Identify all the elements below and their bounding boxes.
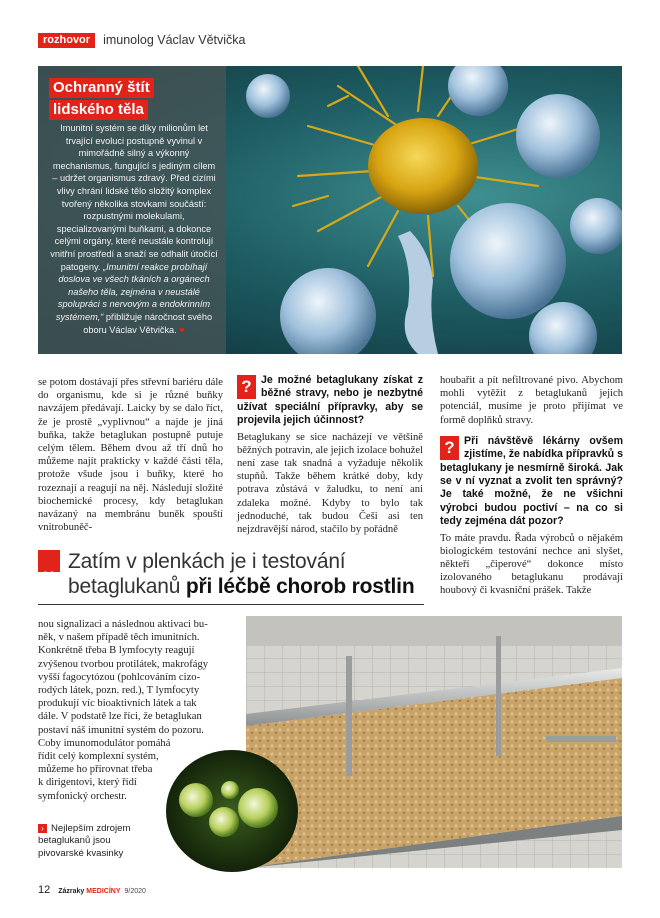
hero-text-italic: „Imunitní reakce probíhají doslova ve všech tkáních a orgánech našeho těla, zejména v neustálé spolupráci s nervovým a endokrinním systémem,“ (55, 261, 211, 322)
question-1-text: Je možné betaglukany získat z běžné stravy, nebo je nezbytné užívat speciální přípravky, aby se projevila jejich účinnost? (237, 374, 423, 427)
brewery-vat-photo (246, 616, 622, 868)
column-4-line: dále. V podstatě lze říci, že betaglukan (38, 711, 202, 723)
hero-title (49, 78, 209, 122)
column-4-line: k dirigentovi, který řídí (38, 777, 137, 789)
page-footer (38, 884, 146, 896)
column-4-line: produkují víc bioaktivních látek a tak (38, 698, 197, 710)
interview-question-1 (237, 374, 423, 428)
column-4-line: zvýšenou tvorbou protilátek, makrofágy (38, 658, 209, 670)
magazine-name-b: MEDICÍNY (86, 888, 121, 895)
column-4-line: Coby imunomodulátor pomáhá (38, 737, 171, 749)
column-4-line: nou signalizaci a následnou aktivaci bu- (38, 619, 208, 630)
yeast-microscope-image (166, 750, 298, 872)
column-4-line: něk, v našem případě těch imunitních. (38, 632, 200, 644)
column-4-line: postaví náš imunitní systém do pozoru. (38, 724, 204, 736)
hero-title-line2: lidského těla (49, 100, 148, 120)
caption-arrow-icon: › (38, 824, 47, 833)
hero-image (38, 66, 622, 354)
article-column-1 (38, 376, 223, 534)
yeast-cells-illustration (166, 750, 298, 872)
magazine-name (58, 888, 120, 895)
column-2-text: Betaglukany se sice nacházejí ve většině běžných potravin, ale jejich izolace bohužel není zase tak snadná a vyžaduje několik stupňů. Takže během krátké doby, kdy potrava zůstává v žaludku, to není ani zdaleka možné. Kdyby to bylo tak jednoduché, tak budou Češi asi ten nejzdravější národ, stačilo by pořádně (237, 431, 423, 536)
column-4-line: řídit celý komplexní systém, (38, 751, 159, 763)
column-4-line: můžeme ho přirovnat třeba (38, 764, 153, 776)
magazine-name-a: Zázraky (58, 888, 87, 895)
brewery-vat-illustration (246, 616, 622, 868)
quote-mark-icon: „ (38, 550, 60, 572)
pull-quote-normal: Zatím v plenkách je i testování betaglukanů (68, 550, 346, 598)
column-1-text: se potom dostávají přes střevní bariéru dále do organismu, kde si je různé buňky navzájem předávají. Laicky by se dalo říct, že je prostě „vyplivnou“ a najde je jiná buňka, takže betaglukan postupně putuje celým tělem. Během dvou až tří dnů ho můžeme najít prakticky v každé části těla, protože všude jsou i buňky, které ho rozeznají a reagují na něj. Následují složité biochemické procesy, kdy betaglukan navázaný na membránu buněk spouští vnitrobuněč- (38, 377, 223, 534)
pull-quote-bold: při léčbě chorob rostlin (185, 575, 415, 598)
interview-question-2 (440, 435, 623, 529)
hero-text-panel (38, 66, 226, 354)
article-column-3 (440, 374, 623, 598)
caption-text: Nejlepším zdrojem betaglukanů jsou pivovarské kvasinky (38, 823, 131, 859)
section-tag: rozhovor (38, 33, 95, 48)
pull-quote (38, 549, 424, 605)
header-title: imunolog Václav Větvička (103, 33, 246, 47)
column-4-line: symfonický orchestr. (38, 790, 127, 802)
hero-text-end: přibližuje náročnost svého oboru Václav Větvička. (83, 311, 213, 335)
article-column-2 (237, 374, 423, 536)
pull-quote-text (68, 549, 428, 599)
column-4-line: vyšší fagocytózou (pohlcováním cizo- (38, 671, 201, 683)
heart-icon: ♥ (179, 324, 185, 335)
question-mark-icon: ? (440, 436, 459, 460)
hero-intro-text (49, 122, 219, 336)
question-mark-icon: ? (237, 375, 256, 399)
column-4-line: Konkrétně třeba B lymfocyty reagují (38, 645, 195, 657)
question-2-text: Při návštěvě lékárny ovšem zjistíme, že nabídka přípravků s betaglukany je nesmírně široká. Jak se v ní vyznat a zvolit ten správný? Je také možné, že ne všichni výrobci budou poctiví – na co si tedy zejména dát pozor? (440, 434, 623, 528)
column-3-text-2: To máte pravdu. Řada výrobců o nějakém biologickém testování nechce ani slyšet, někteří „čiperové“ dokonce místo izolovaného betaglukanu prodávají houbový či kvasniční prášek. Takže (440, 532, 623, 597)
page-number: 12 (38, 884, 51, 896)
page-header (38, 32, 246, 48)
photo-caption (38, 823, 158, 860)
hero-title-line1: Ochranný štít (49, 78, 154, 98)
column-4-line: rodých látek, pozn. red.), T lymfocyty (38, 685, 200, 697)
column-3-text-1: houbařit a pít nefiltrované pivo. Abychom mohli vytěžit z betaglukanů jejich potenciál, musíme je proto přijímat ve formě doplňků stravy. (440, 375, 623, 426)
hero-text-normal: Imunitní systém se díky milionům let trvající evoluci postupně vyvinul v mimořádně silný a výkonný mechanismus, fungující s jediným cílem – udržet organismus zdravý. Před cizími vlivy chrání lidské tělo složitý komplex tvořený několika stovkami součástí: rozpustnými molekulami, specializovanými buňkami, a dokonce celými orgány, které neustále kontrolují vnitřní prostředí a snaží se odhalit útočící patogeny. (50, 123, 218, 272)
issue-number: 9/2020 (124, 888, 146, 895)
